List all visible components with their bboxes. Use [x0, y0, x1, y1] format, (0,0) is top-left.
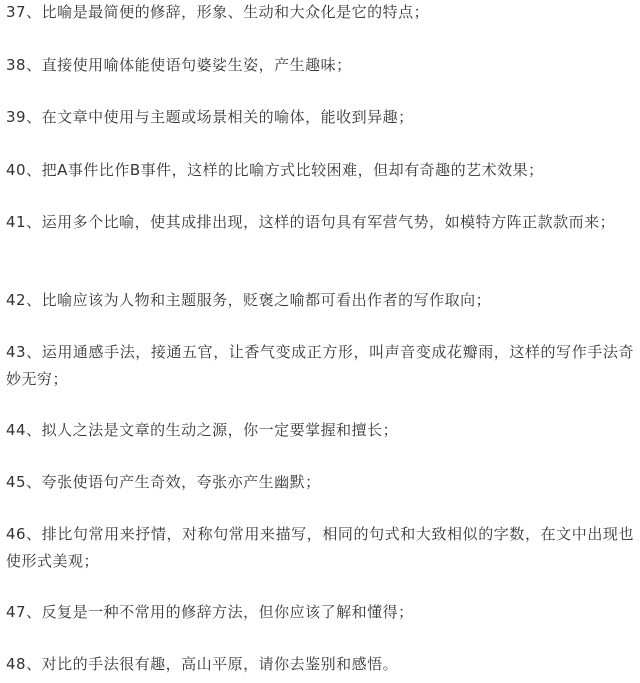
- list-item-38: 38、直接使用喻体能使语句婆娑生姿，产生趣味；: [6, 56, 352, 74]
- list-item-47: 47、反复是一种不常用的修辞方法，但你应该了解和懂得；: [6, 603, 414, 621]
- list-item-41: 41、运用多个比喻，使其成排出现，这样的语句具有军营气势，如模特方阵正款款而来；: [6, 213, 616, 231]
- list-item-44: 44、拟人之法是文章的生动之源，你一定要掌握和擅长；: [6, 421, 399, 439]
- list-item-37: 37、比喻是最简便的修辞，形象、生动和大众化是它的特点；: [6, 3, 430, 21]
- list-item-46: 46、排比句常用来抒情，对称句常用来描写，相同的句式和大致相似的字数，在文中出现也使形式美观；: [6, 525, 634, 570]
- list-item-42: 42、比喻应该为人物和主题服务，贬褒之喻都可看出作者的写作取向；: [6, 291, 492, 309]
- list-item-40: 40、把A事件比作B事件，这样的比喻方式比较困难，但却有奇趣的艺术效果；: [6, 161, 544, 179]
- list-item-48: 48、对比的手法很有趣，高山平原，请你去鉴别和感悟。: [6, 655, 399, 673]
- list-item-39: 39、在文章中使用与主题或场景相关的喻体，能收到异趣；: [6, 108, 414, 126]
- list-item-45: 45、夸张使语句产生奇效，夸张亦产生幽默；: [6, 473, 321, 491]
- list-item-43: 43、运用通感手法，接通五官，让香气变成正方形，叫声音变成花瓣雨，这样的写作手法奇妙无穷；: [6, 343, 634, 388]
